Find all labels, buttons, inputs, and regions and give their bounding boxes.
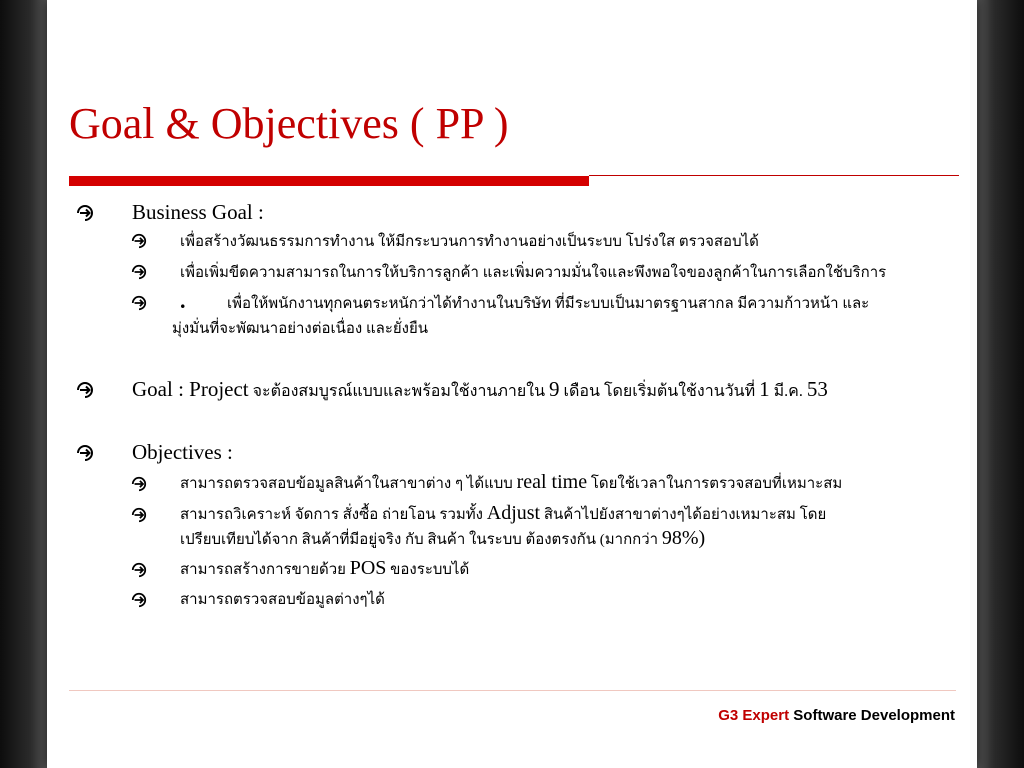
objectives-item-4: สามารถตรวจสอบข้อมูลต่างๆได้ [180, 592, 385, 608]
goal-project-text-c: มี.ค. [769, 383, 807, 400]
business-goal-item-3-line-2: มุ่งมั่นที่จะพัฒนาอย่างต่อเนื่อง และยั่งยืน [172, 321, 429, 337]
bullet-arrow-icon [76, 381, 94, 399]
objectives-item-2-b: Adjust [486, 502, 541, 524]
bullet-arrow-icon [131, 295, 147, 311]
objectives-item-1-a: สามารถตรวจสอบข้อมูลสินค้าในสาขาต่าง ๆ ได้แบบ [180, 476, 517, 492]
goal-project-text-a: จะต้องสมบูรณ์แบบและพร้อมใช้งานภายใน [248, 383, 550, 400]
objectives-item-1-c: โดยใช้เวลาในการตรวจสอบที่เหมาะสม [587, 476, 843, 492]
objectives-item-2-line-2-a: เปรียบเทียบได้จาก สินค้าที่มีอยู่จริง กับ สินค้า ในระบบ ต้องตรงกัน (มากกว่า [180, 532, 662, 548]
goal-project-label: Goal : Project [132, 377, 249, 401]
goal-project-year: 53 [806, 377, 828, 401]
goal-project-months: 9 [549, 377, 560, 401]
bullet-arrow-icon [76, 444, 94, 462]
business-goal-item-3-line-1: เพื่อให้พนักงานทุกคนตระหนักว่าได้ทำงานในบริษัท ที่มีระบบเป็นมาตรฐานสากล มีความก้าวหน้า และ [227, 296, 870, 312]
objectives-item-2-line-1 [180, 502, 826, 526]
footer-text: Software Development [789, 707, 955, 724]
objectives-heading: Objectives : [132, 440, 233, 464]
business-goal-heading: Business Goal : [132, 200, 264, 224]
bullet-arrow-icon [131, 562, 147, 578]
objectives-item-2-a: สามารถวิเคราะห์ จัดการ สั่งซื้อ ถ่ายโอน รวมทั้ง [180, 507, 487, 523]
objectives-item-1-b: real time [516, 471, 588, 493]
objectives-item-3-b: POS [349, 557, 387, 579]
business-goal-item-1: เพื่อสร้างวัฒนธรรมการทำงาน ให้มีกระบวนการทำงานอย่างเป็นระบบ โปร่งใส ตรวจสอบได้ [180, 234, 759, 250]
objectives-item-2-line-2 [180, 527, 705, 551]
bullet-arrow-icon [131, 476, 147, 492]
objectives-item-1 [180, 471, 842, 495]
objectives-item-3-a: สามารถสร้างการขายด้วย [180, 562, 350, 578]
bullet-arrow-icon [131, 507, 147, 523]
objectives-item-2-line-2-b: 98% [661, 527, 699, 549]
objectives-item-3 [180, 557, 469, 581]
footer [718, 707, 955, 724]
objectives-item-3-c: ของระบบได้ [386, 562, 470, 578]
slide-content [47, 0, 977, 768]
bullet-arrow-icon [76, 204, 94, 222]
goal-project-text-b: เดือน โดยเริ่มต้นใช้งานวันที่ [559, 383, 760, 400]
business-goal-item-2: เพื่อเพิ่มขีดความสามารถในการให้บริการลูกค้า และเพิ่มความมั่นใจและพึงพอใจของลูกค้าในการเลือกใช้บริการ [180, 265, 887, 281]
footer-divider [69, 690, 956, 691]
objectives-item-2-c: สินค้าไปยังสาขาต่างๆได้อย่างเหมาะสม โดย [540, 507, 827, 523]
bullet-arrow-icon [131, 592, 147, 608]
business-goal-item-3-dot: . [180, 288, 186, 313]
bullet-arrow-icon [131, 264, 147, 280]
slide-title: Goal & Objectives ( PP ) [69, 99, 509, 148]
goal-project-line [132, 377, 828, 403]
bullet-arrow-icon [131, 233, 147, 249]
goal-project-day: 1 [759, 377, 770, 401]
slide [47, 0, 977, 768]
footer-brand: G3 Expert [718, 707, 790, 724]
objectives-item-2-line-2-c: ) [698, 527, 706, 549]
